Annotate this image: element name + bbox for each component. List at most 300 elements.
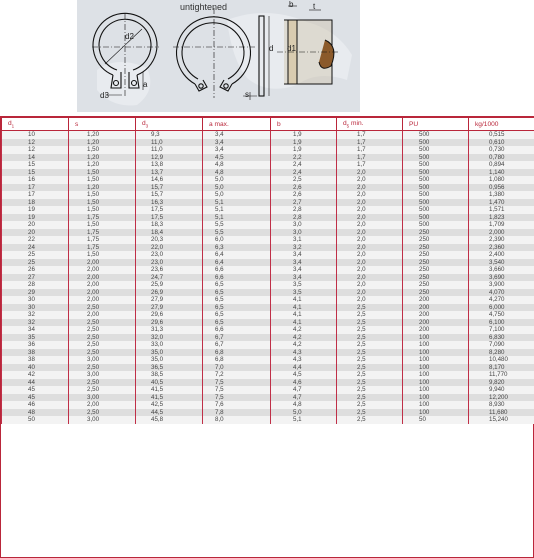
table-cell: 100 <box>403 394 469 402</box>
column-header-subscript: 5 <box>346 123 350 129</box>
table-row <box>2 326 534 334</box>
table-cell: 7,0 <box>203 364 271 372</box>
table-cell: 4,5 <box>203 154 271 162</box>
table-cell: 13,8 <box>136 161 203 169</box>
table-cell: 250 <box>403 259 469 267</box>
table-row <box>2 229 534 237</box>
table-cell: 1,470 <box>469 199 534 207</box>
table-cell: 36 <box>2 341 69 349</box>
table-cell: 7,090 <box>469 341 534 349</box>
table-cell: 500 <box>403 169 469 177</box>
table-cell: 100 <box>403 356 469 364</box>
table-cell: 2,5 <box>337 349 403 357</box>
table-cell: 1,50 <box>69 199 136 207</box>
table-cell: 100 <box>403 409 469 417</box>
table-cell: 7,100 <box>469 326 534 334</box>
table-cell: 3,1 <box>271 236 337 244</box>
table-cell: 3,00 <box>69 371 136 379</box>
table-cell: 6,5 <box>203 319 271 327</box>
table-row <box>2 334 534 342</box>
table-cell: 6,4 <box>203 259 271 267</box>
table-cell: 1,75 <box>69 214 136 222</box>
table-cell: 42 <box>2 371 69 379</box>
table-cell: 2,0 <box>337 169 403 177</box>
table-row <box>2 259 534 267</box>
table-cell: 250 <box>403 244 469 252</box>
table-cell: 27,9 <box>136 304 203 312</box>
table-cell: 4,7 <box>271 386 337 394</box>
table-cell: 2,2 <box>271 154 337 162</box>
dimensions-table <box>1 117 534 424</box>
table-cell: 30 <box>2 296 69 304</box>
table-cell: 2,4 <box>271 161 337 169</box>
table-cell: 36,5 <box>136 364 203 372</box>
table-cell: 4,750 <box>469 311 534 319</box>
column-header-text: d <box>343 119 347 127</box>
table-cell: 1,7 <box>337 154 403 162</box>
table-cell: 20 <box>2 229 69 237</box>
table-cell: 2,00 <box>69 259 136 267</box>
table-cell: 2,50 <box>69 319 136 327</box>
table-cell: 15,7 <box>136 191 203 199</box>
table-row <box>2 244 534 252</box>
table-cell: 12 <box>2 146 69 154</box>
table-cell: 6,830 <box>469 334 534 342</box>
column-header-6 <box>403 118 469 131</box>
technical-drawing <box>77 0 360 112</box>
table-cell: 18,3 <box>136 221 203 229</box>
table-cell: 32,0 <box>136 334 203 342</box>
table-cell: 1,50 <box>69 146 136 154</box>
table-cell: 19 <box>2 214 69 222</box>
table-cell: 2,0 <box>337 289 403 297</box>
table-cell: 500 <box>403 206 469 214</box>
table-cell: 500 <box>403 199 469 207</box>
table-cell: 19 <box>2 206 69 214</box>
table-cell: 2,5 <box>337 341 403 349</box>
table-cell: 6,100 <box>469 319 534 327</box>
table-cell: 4,1 <box>271 304 337 312</box>
table-cell: 1,709 <box>469 221 534 229</box>
table-cell: 6,0 <box>203 236 271 244</box>
table-cell: 3,00 <box>69 416 136 424</box>
table-row <box>2 341 534 349</box>
table-cell: 24,7 <box>136 274 203 282</box>
table-row <box>2 266 534 274</box>
table-cell: 35,0 <box>136 356 203 364</box>
table-cell: 6,4 <box>203 251 271 259</box>
table-cell: 8,930 <box>469 401 534 409</box>
table-cell: 100 <box>403 386 469 394</box>
table-cell: 5,1 <box>203 206 271 214</box>
table-cell: 2,00 <box>69 401 136 409</box>
table-cell: 44,5 <box>136 409 203 417</box>
table-row <box>2 154 534 162</box>
table-cell: 2,50 <box>69 364 136 372</box>
table-cell: 22,0 <box>136 244 203 252</box>
table-cell: 2,5 <box>337 304 403 312</box>
table-cell: 250 <box>403 229 469 237</box>
column-header-5 <box>337 118 403 131</box>
table-cell: 6,7 <box>203 341 271 349</box>
table-cell: 500 <box>403 221 469 229</box>
column-header-text: b <box>277 120 281 128</box>
table-cell: 17 <box>2 184 69 192</box>
table-body <box>2 131 534 424</box>
table-cell: 8,280 <box>469 349 534 357</box>
table-cell: 4,270 <box>469 296 534 304</box>
table-cell: 2,50 <box>69 334 136 342</box>
table-cell: 1,7 <box>337 161 403 169</box>
table-cell: 3,690 <box>469 274 534 282</box>
table-cell: 0,780 <box>469 154 534 162</box>
column-header-7 <box>469 118 534 131</box>
table-cell: 11,770 <box>469 371 534 379</box>
table-cell: 1,823 <box>469 214 534 222</box>
table-cell: 32 <box>2 319 69 327</box>
table-cell: 10 <box>2 131 69 139</box>
table-row <box>2 146 534 154</box>
table-cell: 2,50 <box>69 304 136 312</box>
table-cell: 45,8 <box>136 416 203 424</box>
table-cell: 9,820 <box>469 379 534 387</box>
table-cell: 31,3 <box>136 326 203 334</box>
table-cell: 7,5 <box>203 379 271 387</box>
table-cell: 7,6 <box>203 401 271 409</box>
table-cell: 11,0 <box>136 139 203 147</box>
table-cell: 2,5 <box>271 176 337 184</box>
table-cell: 7,5 <box>203 394 271 402</box>
table-cell: 2,0 <box>337 259 403 267</box>
table-row <box>2 364 534 372</box>
table-cell: 12,200 <box>469 394 534 402</box>
table-cell: 3,900 <box>469 281 534 289</box>
table-cell: 1,7 <box>337 139 403 147</box>
table-cell: 4,2 <box>271 326 337 334</box>
table-cell: 44 <box>2 379 69 387</box>
table-row <box>2 274 534 282</box>
table-row <box>2 184 534 192</box>
table-cell: 1,20 <box>69 131 136 139</box>
column-header-text: s <box>75 120 79 128</box>
table-cell: 250 <box>403 289 469 297</box>
table-row <box>2 176 534 184</box>
table-cell: 18,4 <box>136 229 203 237</box>
table-cell: 0,730 <box>469 146 534 154</box>
label-s: s <box>245 90 249 99</box>
table-cell: 3,00 <box>69 394 136 402</box>
table-cell: 25 <box>2 251 69 259</box>
table-cell: 3,4 <box>271 251 337 259</box>
table-cell: 5,1 <box>271 416 337 424</box>
table-cell: 2,50 <box>69 386 136 394</box>
table-cell: 2,0 <box>337 229 403 237</box>
table-cell: 500 <box>403 184 469 192</box>
table-cell: 4,8 <box>203 161 271 169</box>
table-cell: 4,1 <box>271 296 337 304</box>
table-cell: 26,9 <box>136 289 203 297</box>
table-cell: 100 <box>403 371 469 379</box>
table-cell: 8,0 <box>203 416 271 424</box>
table-cell: 4,070 <box>469 289 534 297</box>
table-cell: 6,6 <box>203 266 271 274</box>
column-header-1 <box>69 118 136 131</box>
label-t: t <box>313 2 316 11</box>
table-cell: 1,75 <box>69 236 136 244</box>
table-cell: 3,4 <box>203 131 271 139</box>
table-cell: 2,6 <box>271 191 337 199</box>
table-cell: 16 <box>2 176 69 184</box>
table-cell: 5,0 <box>203 176 271 184</box>
table-cell: 3,00 <box>69 356 136 364</box>
column-header-2 <box>136 118 203 131</box>
table-cell: 22 <box>2 236 69 244</box>
table-cell: 2,5 <box>337 371 403 379</box>
table-cell: 2,360 <box>469 244 534 252</box>
table-cell: 100 <box>403 379 469 387</box>
table-cell: 1,380 <box>469 191 534 199</box>
table-row <box>2 139 534 147</box>
table-cell: 2,6 <box>271 184 337 192</box>
table-cell: 42,5 <box>136 401 203 409</box>
table-cell: 2,400 <box>469 251 534 259</box>
table-cell: 6,7 <box>203 334 271 342</box>
table-cell: 1,080 <box>469 176 534 184</box>
table-row <box>2 349 534 357</box>
column-header-text: PU <box>409 120 419 128</box>
table-cell: 40,5 <box>136 379 203 387</box>
table-cell: 100 <box>403 364 469 372</box>
table-cell: 35 <box>2 334 69 342</box>
table-cell: 2,0 <box>337 191 403 199</box>
dimensions-table-container <box>0 116 534 558</box>
table-cell: 100 <box>403 349 469 357</box>
table-cell: 200 <box>403 311 469 319</box>
table-cell: 7,5 <box>203 386 271 394</box>
table-cell: 250 <box>403 251 469 259</box>
table-cell: 4,4 <box>271 364 337 372</box>
table-cell: 45 <box>2 394 69 402</box>
table-cell: 500 <box>403 146 469 154</box>
table-cell: 1,140 <box>469 169 534 177</box>
table-cell: 2,5 <box>337 401 403 409</box>
table-cell: 6,5 <box>203 289 271 297</box>
table-cell: 1,50 <box>69 206 136 214</box>
table-cell: 250 <box>403 274 469 282</box>
table-cell: 8,170 <box>469 364 534 372</box>
table-cell: 3,4 <box>203 139 271 147</box>
table-cell: 17 <box>2 191 69 199</box>
column-header-text: a max. <box>209 120 229 128</box>
table-cell: 30 <box>2 304 69 312</box>
table-cell: 1,50 <box>69 221 136 229</box>
table-row <box>2 131 534 139</box>
table-cell: 2,5 <box>337 386 403 394</box>
table-cell: 500 <box>403 191 469 199</box>
table-cell: 9,3 <box>136 131 203 139</box>
table-cell: 6,3 <box>203 244 271 252</box>
table-cell: 1,50 <box>69 191 136 199</box>
table-cell: 20 <box>2 221 69 229</box>
table-cell: 250 <box>403 281 469 289</box>
table-row <box>2 281 534 289</box>
table-cell: 3,4 <box>271 266 337 274</box>
table-cell: 2,0 <box>337 236 403 244</box>
table-cell: 25,9 <box>136 281 203 289</box>
table-cell: 14,6 <box>136 176 203 184</box>
table-row <box>2 304 534 312</box>
table-cell: 6,5 <box>203 281 271 289</box>
table-cell: 2,5 <box>337 334 403 342</box>
table-cell: 6,6 <box>203 326 271 334</box>
table-cell: 1,20 <box>69 161 136 169</box>
table-cell: 1,50 <box>69 176 136 184</box>
table-cell: 1,20 <box>69 154 136 162</box>
table-cell: 4,3 <box>271 356 337 364</box>
table-cell: 45 <box>2 386 69 394</box>
label-a: a <box>143 80 148 89</box>
column-header-text: d <box>8 119 12 127</box>
column-header-text: kg/1000 <box>475 120 499 128</box>
table-cell: 17,5 <box>136 206 203 214</box>
table-cell: 25 <box>2 259 69 267</box>
table-cell: 100 <box>403 401 469 409</box>
table-cell: 11,0 <box>136 146 203 154</box>
column-header-subscript: 3 <box>145 123 149 129</box>
table-cell: 3,4 <box>271 274 337 282</box>
table-cell: 2,5 <box>337 379 403 387</box>
table-cell: 2,000 <box>469 229 534 237</box>
table-cell: 29 <box>2 289 69 297</box>
table-cell: 2,0 <box>337 206 403 214</box>
table-cell: 6,5 <box>203 311 271 319</box>
table-cell: 500 <box>403 214 469 222</box>
table-cell: 2,00 <box>69 311 136 319</box>
table-cell: 1,20 <box>69 184 136 192</box>
table-cell: 24 <box>2 244 69 252</box>
table-cell: 48 <box>2 409 69 417</box>
table-cell: 2,5 <box>337 311 403 319</box>
table-cell: 38,5 <box>136 371 203 379</box>
table-cell: 12 <box>2 139 69 147</box>
table-cell: 2,00 <box>69 281 136 289</box>
table-cell: 6,6 <box>203 274 271 282</box>
table-cell: 1,75 <box>69 229 136 237</box>
table-cell: 3,0 <box>271 229 337 237</box>
column-header-text: d <box>142 119 146 127</box>
table-cell: 250 <box>403 236 469 244</box>
table-cell: 27 <box>2 274 69 282</box>
table-cell: 28 <box>2 281 69 289</box>
table-cell: 50 <box>2 416 69 424</box>
table-cell: 33,0 <box>136 341 203 349</box>
table-row <box>2 206 534 214</box>
table-cell: 3,660 <box>469 266 534 274</box>
table-cell: 32 <box>2 311 69 319</box>
table-cell: 41,5 <box>136 386 203 394</box>
column-header-subscript: 1 <box>11 123 15 129</box>
table-cell: 40 <box>2 364 69 372</box>
table-cell: 2,5 <box>337 326 403 334</box>
table-cell: 2,50 <box>69 409 136 417</box>
label-d3: d3 <box>100 91 109 100</box>
table-cell: 3,5 <box>271 289 337 297</box>
table-cell: 2,0 <box>337 296 403 304</box>
table-cell: 7,2 <box>203 371 271 379</box>
table-cell: 1,7 <box>337 131 403 139</box>
table-cell: 2,0 <box>337 184 403 192</box>
table-row <box>2 356 534 364</box>
table-cell: 11,680 <box>469 409 534 417</box>
table-cell: 500 <box>403 131 469 139</box>
table-header-row <box>2 118 534 131</box>
table-cell: 2,0 <box>337 244 403 252</box>
table-cell: 2,5 <box>337 319 403 327</box>
table-cell: 2,00 <box>69 296 136 304</box>
table-cell: 2,0 <box>337 251 403 259</box>
table-cell: 1,9 <box>271 131 337 139</box>
table-cell: 1,9 <box>271 139 337 147</box>
table-cell: 1,50 <box>69 251 136 259</box>
table-cell: 4,2 <box>271 334 337 342</box>
table-cell: 23,0 <box>136 251 203 259</box>
table-cell: 2,00 <box>69 274 136 282</box>
column-header-suffix: min. <box>349 119 364 127</box>
table-cell: 4,8 <box>203 169 271 177</box>
table-cell: 6,8 <box>203 349 271 357</box>
table-cell: 1,571 <box>469 206 534 214</box>
table-cell: 4,1 <box>271 319 337 327</box>
table-row <box>2 236 534 244</box>
table-cell: 500 <box>403 161 469 169</box>
column-header-3 <box>203 118 271 131</box>
table-row <box>2 386 534 394</box>
table-cell: 6,5 <box>203 304 271 312</box>
table-cell: 15,7 <box>136 184 203 192</box>
table-cell: 6,5 <box>203 296 271 304</box>
table-cell: 2,5 <box>337 356 403 364</box>
table-row <box>2 319 534 327</box>
label-b: b <box>289 0 294 9</box>
table-cell: 2,0 <box>337 266 403 274</box>
table-row <box>2 296 534 304</box>
table-cell: 2,50 <box>69 326 136 334</box>
table-cell: 50 <box>403 416 469 424</box>
table-row <box>2 416 534 424</box>
table-cell: 15 <box>2 169 69 177</box>
table-row <box>2 409 534 417</box>
table-row <box>2 394 534 402</box>
table-cell: 15,240 <box>469 416 534 424</box>
table-cell: 38 <box>2 356 69 364</box>
table-cell: 2,50 <box>69 341 136 349</box>
table-row <box>2 401 534 409</box>
table-cell: 2,0 <box>337 281 403 289</box>
table-cell: 15 <box>2 161 69 169</box>
table-cell: 3,540 <box>469 259 534 267</box>
table-cell: 2,00 <box>69 266 136 274</box>
table-cell: 10,480 <box>469 356 534 364</box>
table-cell: 5,1 <box>203 214 271 222</box>
table-cell: 2,0 <box>337 221 403 229</box>
table-cell: 200 <box>403 304 469 312</box>
table-cell: 2,7 <box>271 199 337 207</box>
table-cell: 18 <box>2 199 69 207</box>
table-row <box>2 199 534 207</box>
table-cell: 3,5 <box>271 281 337 289</box>
table-cell: 12,9 <box>136 154 203 162</box>
table-cell: 5,5 <box>203 221 271 229</box>
